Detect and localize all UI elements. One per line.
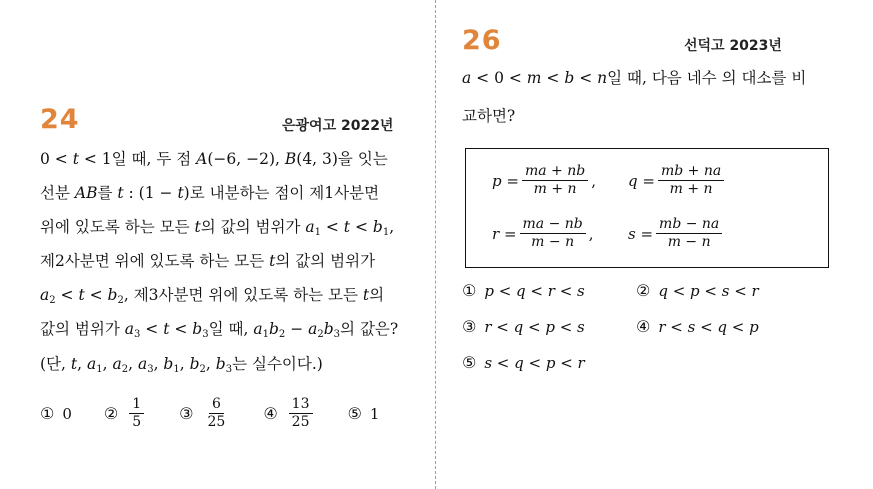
q26-choice-1[interactable] <box>462 281 585 300</box>
q26-line-2: 교하면? <box>462 107 516 125</box>
q24-line-4: 제2사분면 위에 있도록 하는 모든 t의 값의 범위가 <box>40 252 376 270</box>
choice-marker: ① <box>462 281 477 300</box>
q24-choice-5[interactable] <box>348 404 380 423</box>
choice-value: r < s < q < p <box>658 317 759 336</box>
q24-line-7: (단, t, $a_1$, $a_2$, $a_3$, $b_1$, $b_2$, $b_3$는 실수이다.) <box>40 355 323 375</box>
fraction: $\frac{mb - na}{m - n}$ <box>656 216 722 251</box>
q24-choice-3[interactable] <box>179 396 231 431</box>
q24-line-5: $a_2 < t < b_2$, 제3사분면 위에 있도록 하는 모든 t의 <box>40 286 385 306</box>
question-source-24: 은광여고 2022년 <box>282 118 394 134</box>
choice-marker: ② <box>636 281 651 300</box>
q26-choice-4[interactable] <box>636 317 759 336</box>
equation-s: s = $\frac{mb - na}{m - n}$ <box>628 216 725 251</box>
q26-choice-5[interactable] <box>462 353 585 372</box>
choice-marker: ⑤ <box>462 353 477 372</box>
equation-p: p = $\frac{ma + nb}{m + n}$ , <box>492 163 596 197</box>
choice-value: r < q < p < s <box>484 317 585 336</box>
choice-value: 0 <box>62 404 72 423</box>
q24-choices <box>40 396 411 431</box>
fraction: $\frac{mb + na}{m + n}$ <box>658 163 724 198</box>
choice-fraction: $\frac{1}{5}$ <box>129 396 144 431</box>
choice-marker: ① <box>40 404 55 423</box>
fraction: $\frac{ma + nb}{m + n}$ <box>522 163 588 198</box>
equation-r: r = $\frac{ma - nb}{m - n}$ , <box>492 216 594 250</box>
q26-choice-2[interactable] <box>636 281 759 300</box>
choice-fraction: $\frac{13}{25}$ <box>289 396 313 431</box>
q24-choice-1[interactable] <box>40 404 72 423</box>
question-source-26: 선덕고 2023년 <box>684 38 782 54</box>
column-divider <box>435 0 436 489</box>
q24-line-6: 값의 범위가 $a_3 < t < b_3$일 때, $a_1b_2 - a_2b_3$의 값은? <box>40 320 399 340</box>
fraction: $\frac{ma - nb}{m - n}$ <box>520 216 586 251</box>
q24-choice-4[interactable] <box>263 396 315 431</box>
choice-value: q < p < s < r <box>658 281 759 300</box>
choice-marker: ③ <box>462 317 477 336</box>
choice-value: 1 <box>369 404 380 423</box>
q24-line-1: 0 < t < 1일 때, 두 점 A(−6, −2), B(4, 3)을 잇는 <box>40 150 388 168</box>
question-number-24: 24 <box>40 104 80 135</box>
choice-marker: ⑤ <box>347 404 362 423</box>
choice-fraction: $\frac{6}{25}$ <box>207 396 226 430</box>
question-number-26: 26 <box>462 25 502 56</box>
choice-marker: ④ <box>636 317 651 336</box>
choice-marker: ③ <box>179 404 194 423</box>
choice-marker: ④ <box>263 404 278 423</box>
q26-line-1: a < 0 < m < b < n일 때, 다음 네수 의 대소를 비 <box>462 69 807 87</box>
q24-line-2: 선분 AB를 t : (1 − t)로 내분하는 점이 제1사분면 <box>40 184 380 202</box>
choice-marker: ② <box>103 404 119 423</box>
equation-q: q = $\frac{mb + na}{m + n}$ <box>628 163 727 198</box>
q26-choice-3[interactable] <box>462 317 585 336</box>
choice-value: s < q < p < r <box>484 353 585 372</box>
q24-line-3: 위에 있도록 하는 모든 t의 값의 범위가 $a_1 < t < b_1$, <box>40 218 395 238</box>
q24-choice-2[interactable] <box>104 396 147 431</box>
choice-value: p < q < r < s <box>484 281 585 300</box>
